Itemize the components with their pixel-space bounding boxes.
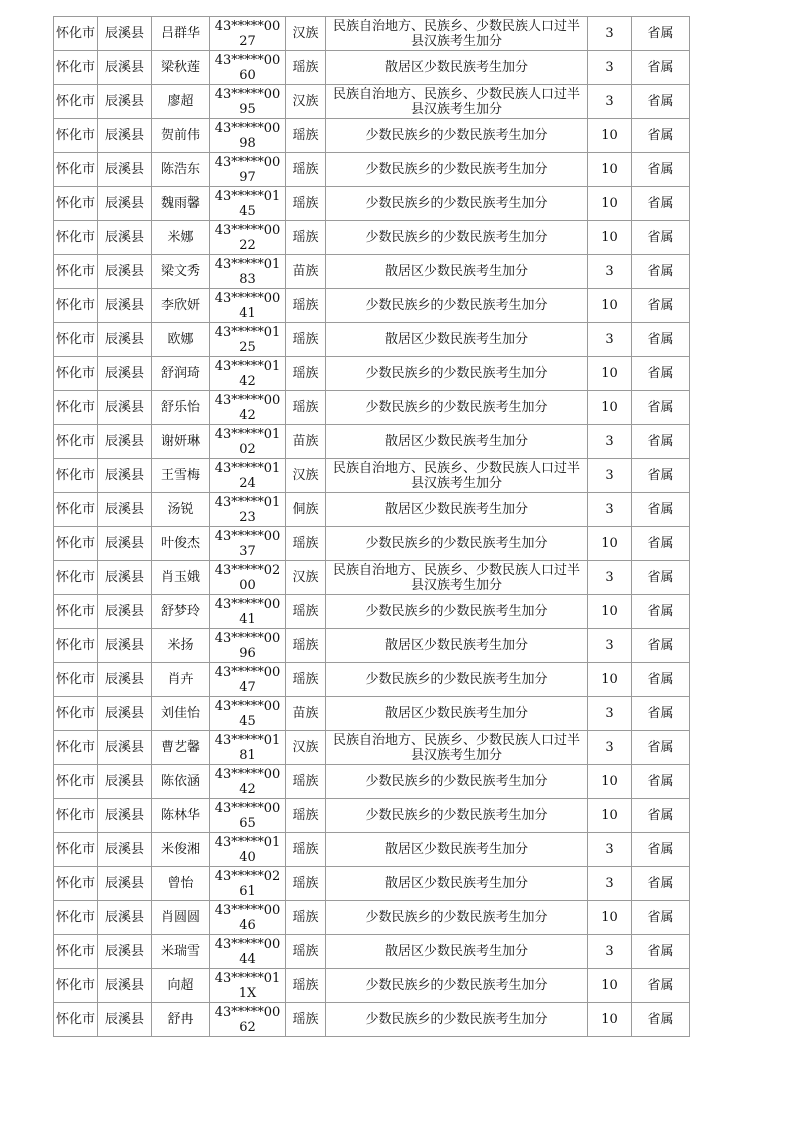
county-cell: 辰溪县 <box>98 595 152 629</box>
ethnicity-cell: 瑶族 <box>286 969 326 1003</box>
city-cell: 怀化市 <box>54 629 98 663</box>
county-cell: 辰溪县 <box>98 867 152 901</box>
table-row <box>54 867 690 901</box>
city-cell: 怀化市 <box>54 17 98 51</box>
county-cell: 辰溪县 <box>98 901 152 935</box>
ethnicity-cell: 瑶族 <box>286 357 326 391</box>
table-row <box>54 51 690 85</box>
city-cell: 怀化市 <box>54 51 98 85</box>
id-number-cell: 43*****0125 <box>210 323 286 357</box>
level-cell: 省属 <box>632 969 690 1003</box>
name-cell: 米娜 <box>152 221 210 255</box>
bonus-points-cell: 3 <box>588 323 632 357</box>
city-cell: 怀化市 <box>54 595 98 629</box>
table-row <box>54 697 690 731</box>
id-number-cell: 43*****0145 <box>210 187 286 221</box>
bonus-points-cell: 3 <box>588 85 632 119</box>
name-cell: 贺前伟 <box>152 119 210 153</box>
name-cell: 舒乐怡 <box>152 391 210 425</box>
bonus-type-cell: 少数民族乡的少数民族考生加分 <box>326 153 588 187</box>
level-cell: 省属 <box>632 527 690 561</box>
city-cell: 怀化市 <box>54 357 98 391</box>
bonus-type-cell: 民族自治地方、民族乡、少数民族人口过半县汉族考生加分 <box>326 731 588 765</box>
bonus-type-cell: 散居区少数民族考生加分 <box>326 255 588 289</box>
bonus-type-cell: 少数民族乡的少数民族考生加分 <box>326 187 588 221</box>
bonus-points-cell: 3 <box>588 935 632 969</box>
id-number-cell: 43*****0102 <box>210 425 286 459</box>
bonus-points-cell: 3 <box>588 697 632 731</box>
bonus-points-cell: 3 <box>588 493 632 527</box>
bonus-points-cell: 10 <box>588 221 632 255</box>
level-cell: 省属 <box>632 561 690 595</box>
bonus-type-cell: 散居区少数民族考生加分 <box>326 323 588 357</box>
county-cell: 辰溪县 <box>98 119 152 153</box>
id-number-cell: 43*****0062 <box>210 1003 286 1037</box>
id-number-cell: 43*****011X <box>210 969 286 1003</box>
county-cell: 辰溪县 <box>98 969 152 1003</box>
county-cell: 辰溪县 <box>98 187 152 221</box>
ethnicity-cell: 瑶族 <box>286 833 326 867</box>
table-row <box>54 561 690 595</box>
table-row <box>54 935 690 969</box>
id-number-cell: 43*****0261 <box>210 867 286 901</box>
table-row <box>54 119 690 153</box>
bonus-type-cell: 少数民族乡的少数民族考生加分 <box>326 391 588 425</box>
city-cell: 怀化市 <box>54 527 98 561</box>
county-cell: 辰溪县 <box>98 323 152 357</box>
bonus-type-cell: 散居区少数民族考生加分 <box>326 867 588 901</box>
city-cell: 怀化市 <box>54 833 98 867</box>
city-cell: 怀化市 <box>54 765 98 799</box>
bonus-points-cell: 3 <box>588 867 632 901</box>
bonus-points-cell: 3 <box>588 629 632 663</box>
name-cell: 吕群华 <box>152 17 210 51</box>
bonus-type-cell: 少数民族乡的少数民族考生加分 <box>326 901 588 935</box>
level-cell: 省属 <box>632 833 690 867</box>
table-row <box>54 595 690 629</box>
city-cell: 怀化市 <box>54 697 98 731</box>
bonus-points-cell: 3 <box>588 833 632 867</box>
level-cell: 省属 <box>632 85 690 119</box>
level-cell: 省属 <box>632 119 690 153</box>
level-cell: 省属 <box>632 697 690 731</box>
bonus-points-cell: 3 <box>588 561 632 595</box>
table-row <box>54 187 690 221</box>
city-cell: 怀化市 <box>54 153 98 187</box>
name-cell: 陈林华 <box>152 799 210 833</box>
ethnicity-cell: 汉族 <box>286 561 326 595</box>
table-row <box>54 289 690 323</box>
city-cell: 怀化市 <box>54 935 98 969</box>
bonus-points-cell: 3 <box>588 51 632 85</box>
bonus-type-cell: 少数民族乡的少数民族考生加分 <box>326 221 588 255</box>
county-cell: 辰溪县 <box>98 663 152 697</box>
ethnicity-cell: 瑶族 <box>286 153 326 187</box>
ethnicity-cell: 苗族 <box>286 425 326 459</box>
id-number-cell: 43*****0045 <box>210 697 286 731</box>
ethnicity-cell: 瑶族 <box>286 799 326 833</box>
bonus-points-cell: 10 <box>588 595 632 629</box>
name-cell: 廖超 <box>152 85 210 119</box>
id-number-cell: 43*****0140 <box>210 833 286 867</box>
bonus-points-cell: 10 <box>588 969 632 1003</box>
level-cell: 省属 <box>632 51 690 85</box>
city-cell: 怀化市 <box>54 255 98 289</box>
bonus-points-cell: 10 <box>588 799 632 833</box>
table-row <box>54 629 690 663</box>
bonus-type-cell: 散居区少数民族考生加分 <box>326 629 588 663</box>
table-row <box>54 969 690 1003</box>
city-cell: 怀化市 <box>54 459 98 493</box>
table-row <box>54 255 690 289</box>
county-cell: 辰溪县 <box>98 51 152 85</box>
city-cell: 怀化市 <box>54 323 98 357</box>
county-cell: 辰溪县 <box>98 731 152 765</box>
id-number-cell: 43*****0123 <box>210 493 286 527</box>
bonus-points-cell: 10 <box>588 765 632 799</box>
city-cell: 怀化市 <box>54 1003 98 1037</box>
city-cell: 怀化市 <box>54 119 98 153</box>
city-cell: 怀化市 <box>54 901 98 935</box>
name-cell: 肖圆圆 <box>152 901 210 935</box>
city-cell: 怀化市 <box>54 289 98 323</box>
bonus-type-cell: 散居区少数民族考生加分 <box>326 493 588 527</box>
county-cell: 辰溪县 <box>98 459 152 493</box>
city-cell: 怀化市 <box>54 799 98 833</box>
level-cell: 省属 <box>632 493 690 527</box>
ethnicity-cell: 瑶族 <box>286 935 326 969</box>
name-cell: 梁文秀 <box>152 255 210 289</box>
level-cell: 省属 <box>632 1003 690 1037</box>
bonus-type-cell: 民族自治地方、民族乡、少数民族人口过半县汉族考生加分 <box>326 561 588 595</box>
city-cell: 怀化市 <box>54 187 98 221</box>
county-cell: 辰溪县 <box>98 17 152 51</box>
level-cell: 省属 <box>632 255 690 289</box>
county-cell: 辰溪县 <box>98 561 152 595</box>
id-number-cell: 43*****0096 <box>210 629 286 663</box>
county-cell: 辰溪县 <box>98 255 152 289</box>
id-number-cell: 43*****0042 <box>210 391 286 425</box>
table-row <box>54 153 690 187</box>
bonus-points-cell: 10 <box>588 289 632 323</box>
bonus-type-cell: 少数民族乡的少数民族考生加分 <box>326 969 588 1003</box>
table-row <box>54 527 690 561</box>
id-number-cell: 43*****0065 <box>210 799 286 833</box>
bonus-type-cell: 少数民族乡的少数民族考生加分 <box>326 799 588 833</box>
city-cell: 怀化市 <box>54 969 98 1003</box>
bonus-type-cell: 少数民族乡的少数民族考生加分 <box>326 357 588 391</box>
county-cell: 辰溪县 <box>98 221 152 255</box>
city-cell: 怀化市 <box>54 561 98 595</box>
id-number-cell: 43*****0046 <box>210 901 286 935</box>
bonus-type-cell: 民族自治地方、民族乡、少数民族人口过半县汉族考生加分 <box>326 17 588 51</box>
table-row <box>54 85 690 119</box>
level-cell: 省属 <box>632 187 690 221</box>
level-cell: 省属 <box>632 153 690 187</box>
id-number-cell: 43*****0041 <box>210 595 286 629</box>
bonus-points-cell: 10 <box>588 527 632 561</box>
county-cell: 辰溪县 <box>98 935 152 969</box>
level-cell: 省属 <box>632 17 690 51</box>
name-cell: 舒润琦 <box>152 357 210 391</box>
bonus-points-cell: 3 <box>588 17 632 51</box>
name-cell: 陈浩东 <box>152 153 210 187</box>
id-number-cell: 43*****0095 <box>210 85 286 119</box>
level-cell: 省属 <box>632 765 690 799</box>
county-cell: 辰溪县 <box>98 153 152 187</box>
name-cell: 米俊湘 <box>152 833 210 867</box>
bonus-type-cell: 散居区少数民族考生加分 <box>326 935 588 969</box>
level-cell: 省属 <box>632 799 690 833</box>
ethnicity-cell: 瑶族 <box>286 323 326 357</box>
id-number-cell: 43*****0098 <box>210 119 286 153</box>
level-cell: 省属 <box>632 731 690 765</box>
ethnicity-cell: 瑶族 <box>286 391 326 425</box>
ethnicity-cell: 瑶族 <box>286 221 326 255</box>
ethnicity-cell: 汉族 <box>286 731 326 765</box>
name-cell: 汤锐 <box>152 493 210 527</box>
level-cell: 省属 <box>632 323 690 357</box>
bonus-points-cell: 10 <box>588 663 632 697</box>
table-body <box>54 17 690 1037</box>
level-cell: 省属 <box>632 391 690 425</box>
name-cell: 王雪梅 <box>152 459 210 493</box>
id-number-cell: 43*****0041 <box>210 289 286 323</box>
table-row <box>54 765 690 799</box>
level-cell: 省属 <box>632 663 690 697</box>
city-cell: 怀化市 <box>54 425 98 459</box>
id-number-cell: 43*****0047 <box>210 663 286 697</box>
level-cell: 省属 <box>632 425 690 459</box>
bonus-points-cell: 3 <box>588 425 632 459</box>
ethnicity-cell: 瑶族 <box>286 629 326 663</box>
ethnicity-cell: 苗族 <box>286 255 326 289</box>
name-cell: 肖玉娥 <box>152 561 210 595</box>
ethnicity-cell: 瑶族 <box>286 187 326 221</box>
id-number-cell: 43*****0200 <box>210 561 286 595</box>
bonus-type-cell: 散居区少数民族考生加分 <box>326 697 588 731</box>
bonus-points-cell: 10 <box>588 357 632 391</box>
ethnicity-cell: 瑶族 <box>286 51 326 85</box>
level-cell: 省属 <box>632 629 690 663</box>
county-cell: 辰溪县 <box>98 527 152 561</box>
ethnicity-cell: 汉族 <box>286 85 326 119</box>
table-row <box>54 1003 690 1037</box>
id-number-cell: 43*****0044 <box>210 935 286 969</box>
county-cell: 辰溪县 <box>98 799 152 833</box>
ethnicity-cell: 瑶族 <box>286 595 326 629</box>
table-row <box>54 731 690 765</box>
table-row <box>54 221 690 255</box>
county-cell: 辰溪县 <box>98 765 152 799</box>
id-number-cell: 43*****0037 <box>210 527 286 561</box>
name-cell: 舒梦玲 <box>152 595 210 629</box>
level-cell: 省属 <box>632 595 690 629</box>
name-cell: 舒冉 <box>152 1003 210 1037</box>
city-cell: 怀化市 <box>54 663 98 697</box>
id-number-cell: 43*****0097 <box>210 153 286 187</box>
table-row <box>54 17 690 51</box>
level-cell: 省属 <box>632 459 690 493</box>
table-row <box>54 357 690 391</box>
bonus-points-table <box>53 16 690 1037</box>
bonus-type-cell: 少数民族乡的少数民族考生加分 <box>326 765 588 799</box>
id-number-cell: 43*****0042 <box>210 765 286 799</box>
bonus-type-cell: 少数民族乡的少数民族考生加分 <box>326 289 588 323</box>
table-row <box>54 391 690 425</box>
name-cell: 叶俊杰 <box>152 527 210 561</box>
table-row <box>54 663 690 697</box>
city-cell: 怀化市 <box>54 85 98 119</box>
county-cell: 辰溪县 <box>98 357 152 391</box>
id-number-cell: 43*****0060 <box>210 51 286 85</box>
bonus-points-cell: 3 <box>588 459 632 493</box>
name-cell: 梁秋莲 <box>152 51 210 85</box>
name-cell: 向超 <box>152 969 210 1003</box>
name-cell: 谢妍琳 <box>152 425 210 459</box>
name-cell: 刘佳怡 <box>152 697 210 731</box>
name-cell: 米瑞雪 <box>152 935 210 969</box>
ethnicity-cell: 瑶族 <box>286 289 326 323</box>
bonus-points-cell: 10 <box>588 119 632 153</box>
ethnicity-cell: 瑶族 <box>286 765 326 799</box>
id-number-cell: 43*****0142 <box>210 357 286 391</box>
level-cell: 省属 <box>632 289 690 323</box>
table-row <box>54 901 690 935</box>
bonus-type-cell: 少数民族乡的少数民族考生加分 <box>326 119 588 153</box>
ethnicity-cell: 瑶族 <box>286 901 326 935</box>
name-cell: 肖卉 <box>152 663 210 697</box>
table-row <box>54 833 690 867</box>
ethnicity-cell: 瑶族 <box>286 119 326 153</box>
bonus-points-cell: 10 <box>588 901 632 935</box>
bonus-type-cell: 少数民族乡的少数民族考生加分 <box>326 527 588 561</box>
level-cell: 省属 <box>632 221 690 255</box>
id-number-cell: 43*****0183 <box>210 255 286 289</box>
bonus-points-cell: 10 <box>588 1003 632 1037</box>
bonus-points-cell: 3 <box>588 255 632 289</box>
bonus-type-cell: 散居区少数民族考生加分 <box>326 51 588 85</box>
ethnicity-cell: 汉族 <box>286 17 326 51</box>
city-cell: 怀化市 <box>54 493 98 527</box>
bonus-type-cell: 少数民族乡的少数民族考生加分 <box>326 663 588 697</box>
county-cell: 辰溪县 <box>98 629 152 663</box>
bonus-points-cell: 3 <box>588 731 632 765</box>
name-cell: 欧娜 <box>152 323 210 357</box>
ethnicity-cell: 苗族 <box>286 697 326 731</box>
name-cell: 米扬 <box>152 629 210 663</box>
city-cell: 怀化市 <box>54 391 98 425</box>
name-cell: 李欣妍 <box>152 289 210 323</box>
name-cell: 陈依涵 <box>152 765 210 799</box>
bonus-type-cell: 散居区少数民族考生加分 <box>326 833 588 867</box>
bonus-points-cell: 10 <box>588 391 632 425</box>
city-cell: 怀化市 <box>54 221 98 255</box>
bonus-type-cell: 少数民族乡的少数民族考生加分 <box>326 595 588 629</box>
id-number-cell: 43*****0027 <box>210 17 286 51</box>
county-cell: 辰溪县 <box>98 833 152 867</box>
ethnicity-cell: 汉族 <box>286 459 326 493</box>
bonus-type-cell: 民族自治地方、民族乡、少数民族人口过半县汉族考生加分 <box>326 459 588 493</box>
county-cell: 辰溪县 <box>98 425 152 459</box>
bonus-points-cell: 10 <box>588 153 632 187</box>
ethnicity-cell: 瑶族 <box>286 663 326 697</box>
ethnicity-cell: 瑶族 <box>286 867 326 901</box>
table-row <box>54 459 690 493</box>
county-cell: 辰溪县 <box>98 493 152 527</box>
name-cell: 曾怡 <box>152 867 210 901</box>
bonus-type-cell: 民族自治地方、民族乡、少数民族人口过半县汉族考生加分 <box>326 85 588 119</box>
id-number-cell: 43*****0181 <box>210 731 286 765</box>
ethnicity-cell: 瑶族 <box>286 1003 326 1037</box>
county-cell: 辰溪县 <box>98 391 152 425</box>
level-cell: 省属 <box>632 935 690 969</box>
ethnicity-cell: 瑶族 <box>286 527 326 561</box>
bonus-points-cell: 10 <box>588 187 632 221</box>
city-cell: 怀化市 <box>54 867 98 901</box>
county-cell: 辰溪县 <box>98 697 152 731</box>
name-cell: 魏雨馨 <box>152 187 210 221</box>
id-number-cell: 43*****0022 <box>210 221 286 255</box>
bonus-type-cell: 少数民族乡的少数民族考生加分 <box>326 1003 588 1037</box>
table-row <box>54 323 690 357</box>
bonus-type-cell: 散居区少数民族考生加分 <box>326 425 588 459</box>
level-cell: 省属 <box>632 357 690 391</box>
id-number-cell: 43*****0124 <box>210 459 286 493</box>
table-row <box>54 799 690 833</box>
table-row <box>54 425 690 459</box>
city-cell: 怀化市 <box>54 731 98 765</box>
county-cell: 辰溪县 <box>98 289 152 323</box>
ethnicity-cell: 侗族 <box>286 493 326 527</box>
county-cell: 辰溪县 <box>98 85 152 119</box>
level-cell: 省属 <box>632 867 690 901</box>
level-cell: 省属 <box>632 901 690 935</box>
table-row <box>54 493 690 527</box>
name-cell: 曹艺馨 <box>152 731 210 765</box>
county-cell: 辰溪县 <box>98 1003 152 1037</box>
